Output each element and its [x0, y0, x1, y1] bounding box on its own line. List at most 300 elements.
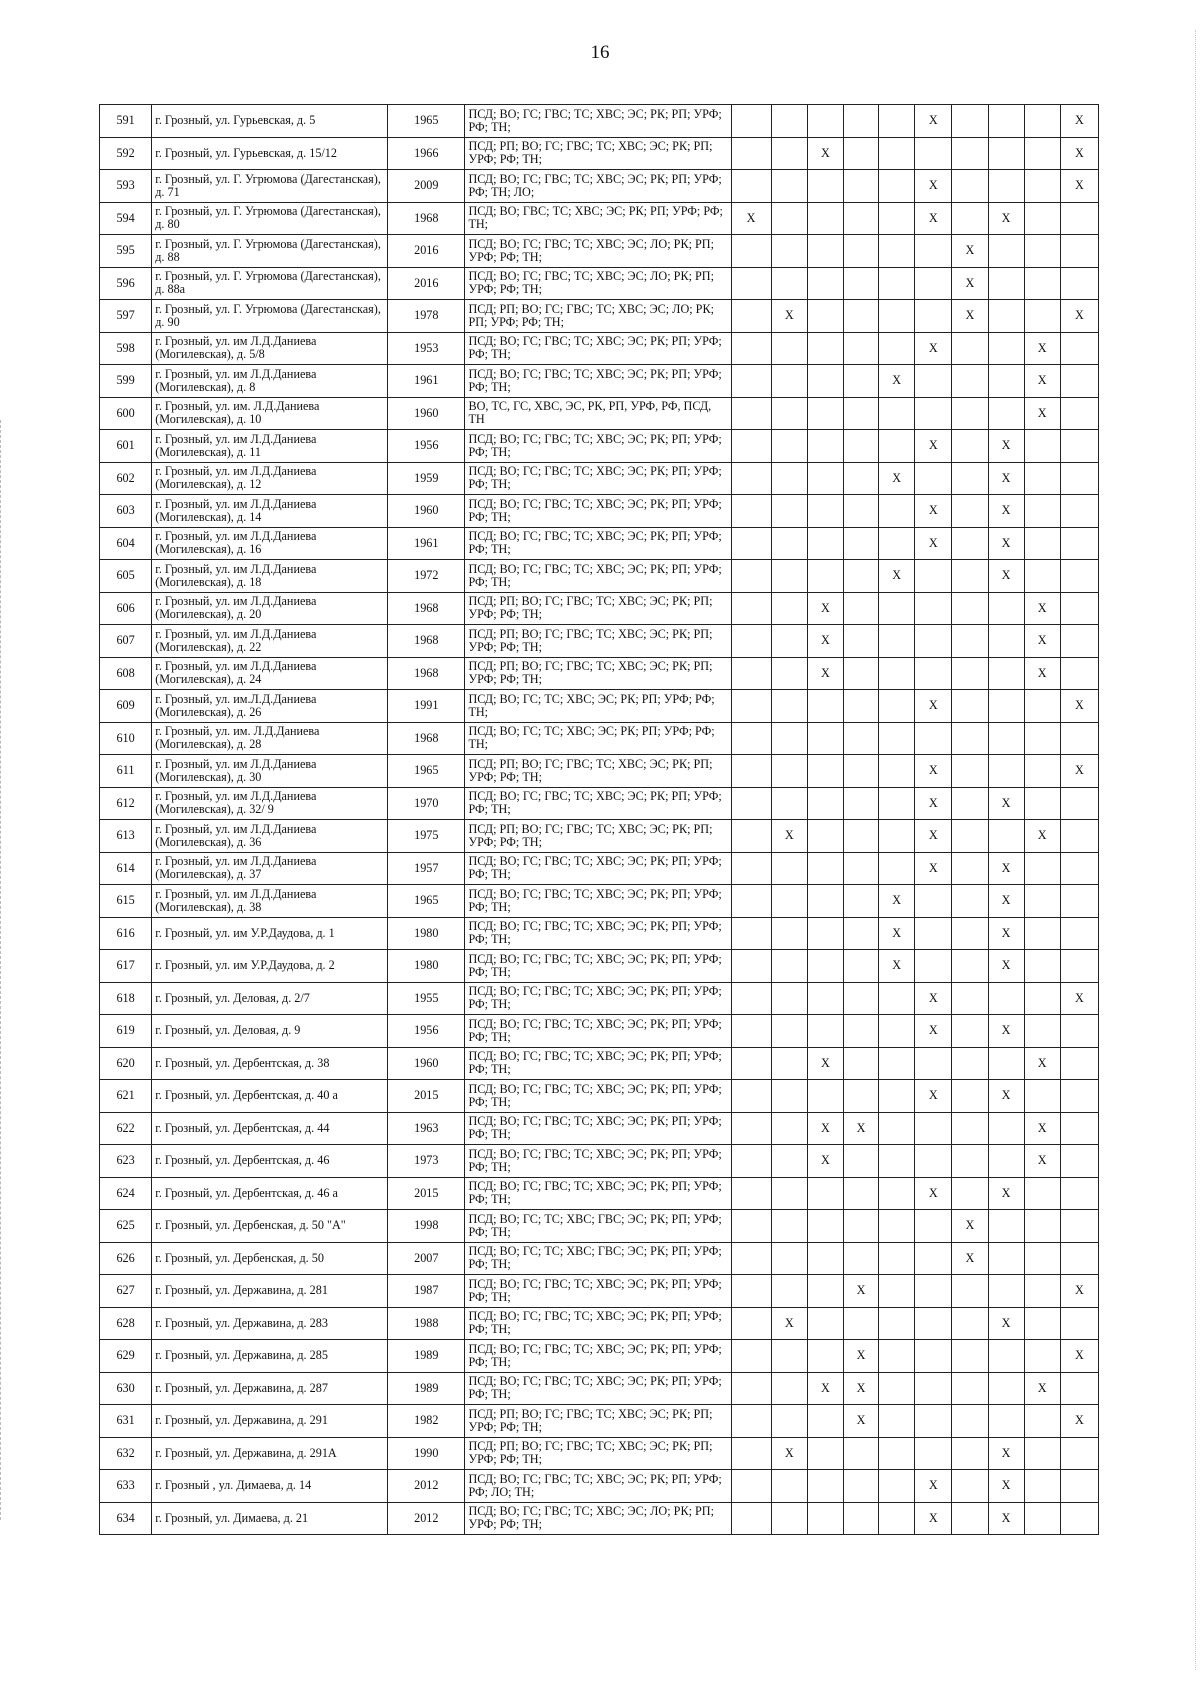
table-row	[100, 560, 1099, 593]
row-number: 634	[100, 1502, 152, 1535]
x-mark: X	[892, 958, 902, 973]
mark-cell	[915, 950, 952, 983]
row-number: 597	[100, 300, 152, 333]
mark-cell	[1060, 1080, 1098, 1113]
row-address: г. Грозный, ул. Дербентская, д. 38	[152, 1047, 388, 1080]
row-year: 1978	[388, 300, 465, 333]
row-address: г. Грозный, ул. Г. Угрюмова (Дагестанская), д. 88	[152, 235, 388, 268]
mark-cell	[771, 202, 807, 235]
mark-cell	[988, 755, 1024, 788]
mark-cell	[731, 1080, 771, 1113]
row-year: 1968	[388, 625, 465, 658]
mark-cell	[843, 1437, 878, 1470]
row-address: г. Грозный, ул. им Л.Д.Даниева (Могилевская), д. 30	[152, 755, 388, 788]
mark-cell	[807, 1112, 843, 1145]
mark-cell	[807, 852, 843, 885]
mark-cell	[1060, 105, 1098, 138]
mark-cell	[879, 365, 915, 398]
x-mark: X	[856, 1380, 866, 1395]
x-mark: X	[1074, 308, 1084, 323]
mark-cell	[1060, 170, 1098, 203]
mark-cell	[879, 722, 915, 755]
mark-cell	[807, 170, 843, 203]
x-mark: X	[1037, 1153, 1047, 1168]
mark-cell	[1024, 917, 1060, 950]
mark-cell	[988, 625, 1024, 658]
mark-cell	[731, 625, 771, 658]
x-mark: X	[928, 795, 938, 810]
x-mark: X	[1001, 1510, 1011, 1525]
mark-cell	[731, 1340, 771, 1373]
row-year: 1953	[388, 332, 465, 365]
mark-cell	[879, 690, 915, 723]
row-year: 1988	[388, 1307, 465, 1340]
row-year: 2012	[388, 1470, 465, 1503]
row-number: 608	[100, 657, 152, 690]
row-works: ПСД; ВО; ГС; ГВС; ТС; ХВС; ЭС; РК; РП; УРФ; РФ; ТН;	[465, 332, 731, 365]
row-number: 623	[100, 1145, 152, 1178]
row-address: г. Грозный, ул. Гурьевская, д. 15/12	[152, 137, 388, 170]
x-mark: X	[1001, 568, 1011, 583]
mark-cell	[731, 1437, 771, 1470]
row-year: 1956	[388, 1015, 465, 1048]
mark-cell	[807, 300, 843, 333]
mark-cell	[915, 1047, 952, 1080]
mark-cell	[915, 982, 952, 1015]
table-row	[100, 1015, 1099, 1048]
mark-cell	[1024, 657, 1060, 690]
mark-cell	[952, 820, 988, 853]
mark-cell	[952, 982, 988, 1015]
mark-cell	[879, 1210, 915, 1243]
mark-cell	[915, 137, 952, 170]
mark-cell	[879, 235, 915, 268]
row-number: 631	[100, 1405, 152, 1438]
row-works: ПСД; ВО; ГС; ТС; ХВС; ЭС; РК; РП; УРФ; РФ; ТН;	[465, 722, 731, 755]
mark-cell	[843, 267, 878, 300]
mark-cell	[731, 1145, 771, 1178]
mark-cell	[771, 1275, 807, 1308]
mark-cell	[915, 332, 952, 365]
row-address: г. Грозный, ул. им Л.Д.Даниева (Могилевская), д. 24	[152, 657, 388, 690]
mark-cell	[988, 430, 1024, 463]
mark-cell	[915, 1177, 952, 1210]
row-number: 602	[100, 462, 152, 495]
mark-cell	[771, 1437, 807, 1470]
row-address: г. Грозный, ул. им Л.Д.Даниева (Могилевская), д. 5/8	[152, 332, 388, 365]
mark-cell	[879, 430, 915, 463]
mark-cell	[915, 1112, 952, 1145]
mark-cell	[952, 430, 988, 463]
mark-cell	[843, 722, 878, 755]
mark-cell	[843, 657, 878, 690]
mark-cell	[879, 1080, 915, 1113]
mark-cell	[731, 722, 771, 755]
mark-cell	[771, 267, 807, 300]
mark-cell	[807, 1080, 843, 1113]
mark-cell	[771, 527, 807, 560]
mark-cell	[879, 1047, 915, 1080]
row-works: ПСД; РП; ВО; ГС; ГВС; ТС; ХВС; ЭС; РК; РП; УРФ; РФ; ТН;	[465, 820, 731, 853]
mark-cell	[952, 137, 988, 170]
mark-cell	[952, 332, 988, 365]
x-mark: X	[1074, 1348, 1084, 1363]
mark-cell	[771, 1470, 807, 1503]
table-row	[100, 1112, 1099, 1145]
mark-cell	[988, 982, 1024, 1015]
table-row	[100, 1437, 1099, 1470]
x-mark: X	[1037, 828, 1047, 843]
row-address: г. Грозный, ул. им Л.Д.Даниева (Могилевская), д. 22	[152, 625, 388, 658]
x-mark: X	[928, 340, 938, 355]
mark-cell	[771, 170, 807, 203]
x-mark: X	[1037, 1120, 1047, 1135]
mark-cell	[843, 787, 878, 820]
row-address: г. Грозный, ул. Гурьевская, д. 5	[152, 105, 388, 138]
mark-cell	[1060, 137, 1098, 170]
mark-cell	[1060, 1015, 1098, 1048]
x-mark: X	[856, 1120, 866, 1135]
mark-cell	[915, 462, 952, 495]
x-mark: X	[1074, 1283, 1084, 1298]
x-mark: X	[965, 308, 975, 323]
mark-cell	[1024, 950, 1060, 983]
row-year: 1987	[388, 1275, 465, 1308]
row-year: 1968	[388, 202, 465, 235]
mark-cell	[988, 1080, 1024, 1113]
mark-cell	[771, 722, 807, 755]
mark-cell	[731, 1015, 771, 1048]
x-mark: X	[1001, 893, 1011, 908]
x-mark: X	[746, 210, 756, 225]
mark-cell	[771, 1405, 807, 1438]
mark-cell	[988, 1275, 1024, 1308]
mark-cell	[771, 137, 807, 170]
mark-cell	[988, 1405, 1024, 1438]
mark-cell	[731, 852, 771, 885]
scan-edge-right	[1195, 30, 1198, 1670]
mark-cell	[879, 950, 915, 983]
row-year: 1961	[388, 365, 465, 398]
mark-cell	[988, 657, 1024, 690]
mark-cell	[771, 852, 807, 885]
mark-cell	[952, 1242, 988, 1275]
mark-cell	[952, 462, 988, 495]
table-row	[100, 690, 1099, 723]
table-row	[100, 462, 1099, 495]
mark-cell	[988, 1372, 1024, 1405]
row-works: ПСД; ВО; ГС; ГВС; ТС; ХВС; ЭС; РК; РП; УРФ; РФ; ТН;	[465, 950, 731, 983]
x-mark: X	[1037, 1380, 1047, 1395]
x-mark: X	[820, 665, 830, 680]
mark-cell	[1024, 885, 1060, 918]
x-mark: X	[965, 1250, 975, 1265]
x-mark: X	[820, 1380, 830, 1395]
row-number: 605	[100, 560, 152, 593]
mark-cell	[915, 755, 952, 788]
mark-cell	[1024, 235, 1060, 268]
row-year: 1972	[388, 560, 465, 593]
mark-cell	[771, 1177, 807, 1210]
mark-cell	[731, 105, 771, 138]
table-row	[100, 1470, 1099, 1503]
mark-cell	[807, 202, 843, 235]
mark-cell	[988, 202, 1024, 235]
mark-cell	[843, 332, 878, 365]
mark-cell	[988, 787, 1024, 820]
mark-cell	[879, 787, 915, 820]
mark-cell	[879, 1112, 915, 1145]
row-works: ПСД; ВО; ГС; ГВС; ТС; ХВС; ЭС; РК; РП; УРФ; РФ; ТН;	[465, 365, 731, 398]
mark-cell	[843, 755, 878, 788]
row-number: 617	[100, 950, 152, 983]
mark-cell	[731, 495, 771, 528]
table-row	[100, 397, 1099, 430]
row-address: г. Грозный, ул. им. Л.Д.Даниева (Могилевская), д. 10	[152, 397, 388, 430]
mark-cell	[843, 1340, 878, 1373]
table-row	[100, 1047, 1099, 1080]
row-address: г. Грозный, ул. им Л.Д.Даниева (Могилевская), д. 32/ 9	[152, 787, 388, 820]
mark-cell	[952, 625, 988, 658]
x-mark: X	[1001, 1185, 1011, 1200]
mark-cell	[807, 137, 843, 170]
mark-cell	[807, 105, 843, 138]
mark-cell	[731, 787, 771, 820]
mark-cell	[843, 1047, 878, 1080]
mark-cell	[915, 1080, 952, 1113]
mark-cell	[1060, 755, 1098, 788]
x-mark: X	[1001, 860, 1011, 875]
mark-cell	[771, 397, 807, 430]
mark-cell	[771, 1210, 807, 1243]
x-mark: X	[928, 438, 938, 453]
mark-cell	[1060, 982, 1098, 1015]
mark-cell	[1060, 267, 1098, 300]
row-number: 628	[100, 1307, 152, 1340]
x-mark: X	[1001, 958, 1011, 973]
mark-cell	[843, 592, 878, 625]
mark-cell	[731, 657, 771, 690]
mark-cell	[879, 592, 915, 625]
mark-cell	[1024, 267, 1060, 300]
row-works: ПСД; ВО; ГВС; ТС; ХВС; ЭС; РК; РП; УРФ; РФ; ТН;	[465, 202, 731, 235]
mark-cell	[1060, 1340, 1098, 1373]
mark-cell	[1060, 397, 1098, 430]
x-mark: X	[1001, 1445, 1011, 1460]
row-year: 1989	[388, 1372, 465, 1405]
mark-cell	[988, 495, 1024, 528]
mark-cell	[879, 170, 915, 203]
mark-cell	[879, 397, 915, 430]
mark-cell	[771, 820, 807, 853]
mark-cell	[1024, 202, 1060, 235]
mark-cell	[807, 495, 843, 528]
mark-cell	[1024, 852, 1060, 885]
mark-cell	[731, 170, 771, 203]
mark-cell	[988, 885, 1024, 918]
x-mark: X	[1074, 990, 1084, 1005]
mark-cell	[1024, 332, 1060, 365]
mark-cell	[843, 560, 878, 593]
table-row	[100, 722, 1099, 755]
mark-cell	[731, 332, 771, 365]
mark-cell	[807, 267, 843, 300]
mark-cell	[879, 1502, 915, 1535]
mark-cell	[879, 1177, 915, 1210]
x-mark: X	[1001, 1023, 1011, 1038]
mark-cell	[915, 430, 952, 463]
table-row	[100, 170, 1099, 203]
mark-cell	[915, 560, 952, 593]
mark-cell	[843, 820, 878, 853]
mark-cell	[1024, 300, 1060, 333]
mark-cell	[771, 1112, 807, 1145]
mark-cell	[731, 982, 771, 1015]
mark-cell	[843, 1177, 878, 1210]
row-year: 2012	[388, 1502, 465, 1535]
table-row	[100, 495, 1099, 528]
mark-cell	[1060, 1275, 1098, 1308]
mark-cell	[771, 787, 807, 820]
mark-cell	[731, 885, 771, 918]
mark-cell	[807, 787, 843, 820]
mark-cell	[807, 625, 843, 658]
row-year: 1973	[388, 1145, 465, 1178]
mark-cell	[807, 722, 843, 755]
mark-cell	[915, 1437, 952, 1470]
row-works: ПСД; ВО; ГС; ГВС; ТС; ХВС; ЭС; РК; РП; УРФ; РФ; ТН;	[465, 462, 731, 495]
row-works: ПСД; ВО; ГС; ГВС; ТС; ХВС; ЭС; РК; РП; УРФ; РФ; ТН; ЛО;	[465, 170, 731, 203]
mark-cell	[988, 267, 1024, 300]
table-row	[100, 885, 1099, 918]
row-address: г. Грозный, ул. Державина, д. 285	[152, 1340, 388, 1373]
x-mark: X	[928, 1185, 938, 1200]
mark-cell	[988, 365, 1024, 398]
mark-cell	[807, 527, 843, 560]
row-address: г. Грозный, ул. Деловая, д. 2/7	[152, 982, 388, 1015]
x-mark: X	[856, 1283, 866, 1298]
row-number: 619	[100, 1015, 152, 1048]
table-row	[100, 1275, 1099, 1308]
mark-cell	[915, 170, 952, 203]
mark-cell	[1024, 722, 1060, 755]
row-works: ПСД; РП; ВО; ГС; ГВС; ТС; ХВС; ЭС; РК; РП; УРФ; РФ; ТН;	[465, 625, 731, 658]
mark-cell	[843, 365, 878, 398]
row-works: ПСД; ВО; ГС; ГВС; ТС; ХВС; ЭС; РК; РП; УРФ; РФ; ТН;	[465, 430, 731, 463]
row-number: 618	[100, 982, 152, 1015]
mark-cell	[807, 1210, 843, 1243]
row-year: 2015	[388, 1177, 465, 1210]
mark-cell	[731, 137, 771, 170]
row-year: 1989	[388, 1340, 465, 1373]
mark-cell	[915, 1307, 952, 1340]
mark-cell	[807, 885, 843, 918]
row-works: ПСД; ВО; ГС; ГВС; ТС; ХВС; ЭС; РК; РП; УРФ; РФ; ТН;	[465, 1275, 731, 1308]
x-mark: X	[820, 1153, 830, 1168]
mark-cell	[807, 1405, 843, 1438]
row-year: 1960	[388, 1047, 465, 1080]
mark-cell	[771, 365, 807, 398]
row-year: 1965	[388, 755, 465, 788]
mark-cell	[807, 1437, 843, 1470]
mark-cell	[1060, 462, 1098, 495]
mark-cell	[952, 755, 988, 788]
scan-edge-left	[0, 420, 3, 1520]
mark-cell	[807, 1015, 843, 1048]
x-mark: X	[784, 308, 794, 323]
row-address: г. Грозный , ул. Димаева, д. 14	[152, 1470, 388, 1503]
mark-cell	[988, 1047, 1024, 1080]
x-mark: X	[928, 990, 938, 1005]
row-number: 616	[100, 917, 152, 950]
mark-cell	[988, 917, 1024, 950]
row-address: г. Грозный, ул. Державина, д. 291	[152, 1405, 388, 1438]
row-address: г. Грозный, ул. Г. Угрюмова (Дагестанская), д. 88а	[152, 267, 388, 300]
x-mark: X	[1074, 698, 1084, 713]
mark-cell	[1024, 1307, 1060, 1340]
mark-cell	[771, 462, 807, 495]
mark-cell	[952, 1470, 988, 1503]
row-number: 626	[100, 1242, 152, 1275]
x-mark: X	[928, 1023, 938, 1038]
table-row	[100, 300, 1099, 333]
row-year: 2007	[388, 1242, 465, 1275]
row-year: 1980	[388, 950, 465, 983]
row-address: г. Грозный, ул. Державина, д. 281	[152, 1275, 388, 1308]
x-mark: X	[856, 1413, 866, 1428]
row-address: г. Грозный, ул. им Л.Д.Даниева (Могилевская), д. 36	[152, 820, 388, 853]
row-address: г. Грозный, ул. Деловая, д. 9	[152, 1015, 388, 1048]
mark-cell	[879, 560, 915, 593]
row-address: г. Грозный, ул. Дербентская, д. 46	[152, 1145, 388, 1178]
mark-cell	[807, 1470, 843, 1503]
row-number: 593	[100, 170, 152, 203]
mark-cell	[879, 495, 915, 528]
row-address: г. Грозный, ул. им У.Р.Даудова, д. 1	[152, 917, 388, 950]
mark-cell	[915, 787, 952, 820]
mark-cell	[879, 982, 915, 1015]
row-number: 599	[100, 365, 152, 398]
x-mark: X	[892, 568, 902, 583]
mark-cell	[771, 1015, 807, 1048]
x-mark: X	[928, 860, 938, 875]
x-mark: X	[1001, 470, 1011, 485]
mark-cell	[843, 527, 878, 560]
row-number: 614	[100, 852, 152, 885]
mark-cell	[807, 365, 843, 398]
mark-cell	[771, 1307, 807, 1340]
x-mark: X	[784, 1315, 794, 1330]
mark-cell	[879, 1275, 915, 1308]
row-year: 1982	[388, 1405, 465, 1438]
mark-cell	[771, 1047, 807, 1080]
mark-cell	[1060, 560, 1098, 593]
row-year: 2016	[388, 235, 465, 268]
mark-cell	[915, 267, 952, 300]
mark-cell	[952, 1210, 988, 1243]
mark-cell	[1060, 1502, 1098, 1535]
x-mark: X	[1001, 795, 1011, 810]
x-mark: X	[1001, 1088, 1011, 1103]
mark-cell	[1060, 202, 1098, 235]
mark-cell	[731, 397, 771, 430]
row-address: г. Грозный, ул. им Л.Д.Даниева (Могилевская), д. 11	[152, 430, 388, 463]
mark-cell	[988, 137, 1024, 170]
row-address: г. Грозный, ул. Державина, д. 291А	[152, 1437, 388, 1470]
row-year: 1956	[388, 430, 465, 463]
mark-cell	[915, 202, 952, 235]
row-address: г. Грозный, ул. Г. Угрюмова (Дагестанская), д. 71	[152, 170, 388, 203]
